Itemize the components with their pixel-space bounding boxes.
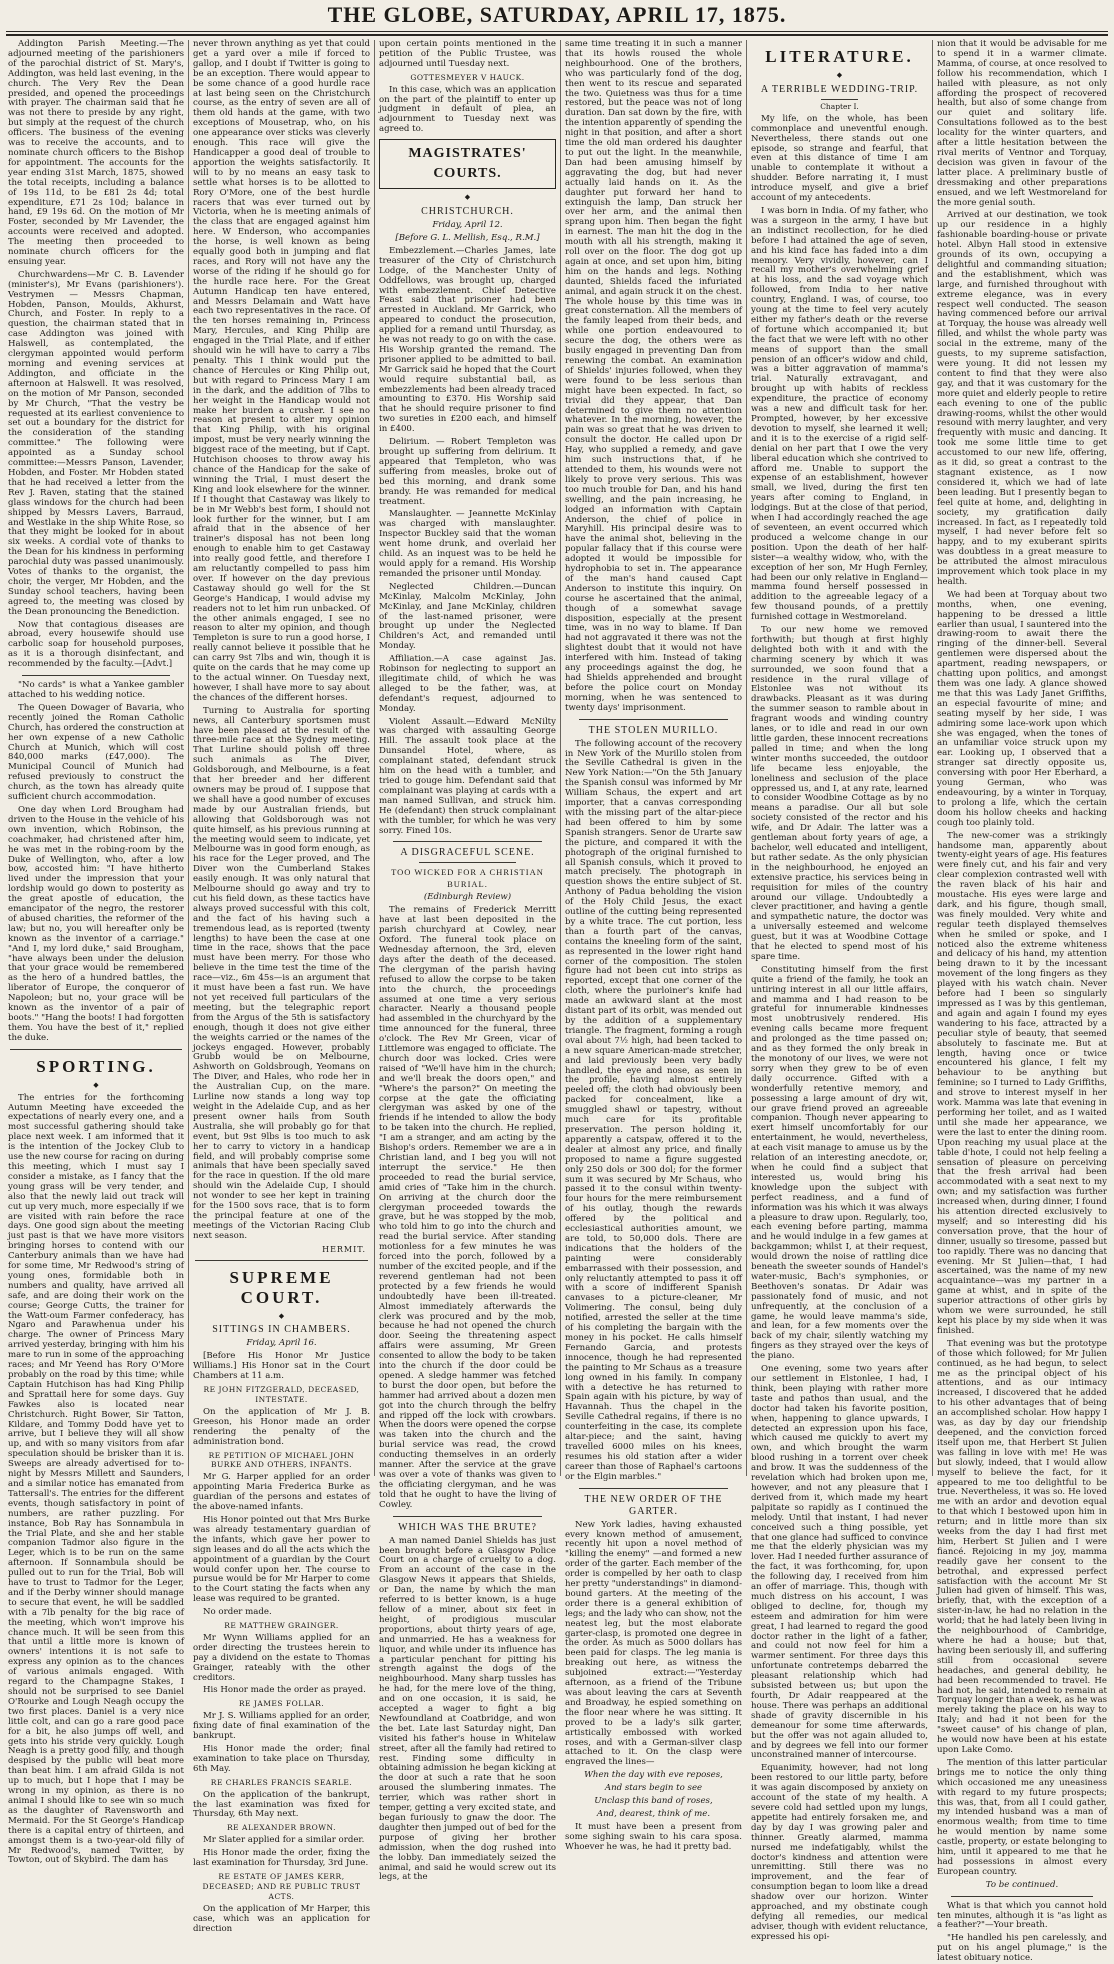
brougham-anecdote: One day when Lord Brougham had driven to the House in the vehicle of his own invention, which Robinson, the coachmaker, had christened after him, he was met in the robing-room by the Duke of Wellington, who, after a low bow, accosted him: "I have hitherto lived under the impression that your lordship would go down to posterity as the great apostle of education, the emancipator of the negro, the restorer of abused charities, the reformer of the law; but no, you will hereafter only be known as the inventor of a carriage." "And I, my lord duke," said Brougham, "have always been under the delusion that your grace would be remembered as the hero of a hundred battles, the liberator of Europe, the conqueror of Napoleon; but no, your grace will be known as the inventor of a pair of boots." "Hang the boots! I had forgotten them. You have the best of it," replied the duke. [8,804,184,1043]
masthead-rule [6,31,1108,32]
court-continued: upon certain points mentioned in the petition of the Public Trustee, was adjourned until Tuesday next. [379,39,556,69]
story-paragraph: Equanimity, however, had not long been restored to our little party, before it was again discomposed by anxiety on account of the state of my health. A severe cold had settled upon my lungs, appetite had entirely forsaken me, and day by day I was growing paler and thinner. Greatly alarmed, mamma nursed me indefatigably, whilst the doctor's kindness and attention were unremitting. Still there was no improvement, and the fear of consumption began to loom like a dread shadow over our horizon. Winter approached, and my obstinate cough defying all remedies, our medical adviser, though with evident reluctance, expressed his opi- [751,1763,928,1942]
disgraceful-scene-subheading: TOO WICKED FOR A CHRISTIAN BURIAL. [391,867,544,890]
murillo-article: The following account of the recovery in New York of the Murillo stolen from the Seville Cathedral is given in the New York Nation:—"On the 5th January the Spanish consul was informed by Mr William Schaus, the expert and art importer, that a canvas corresponding with the missing part of the altar-piece had been offered to him by some Spanish strangers. Senor de Urarte saw the picture, and compared it with the photograph of the original furnished to all Spanish consuls, which it proved to match precisely. The photograph in question shows the entire subject of St. Anthony of Padua beholding the vision of the Holy Child Jesus, the exact outline of the cutting being represented by a white trace. The cut portion, less than a fourth part of the canvas, contains the kneeling form of the saint, as represented in the lower right hand corner of the composition. The stolen figure had not been cut into strips as reported, except that one corner of the cloth, where the purloiner's knife had made an awkward slant at the most distant part of its orbit, was mended out by the addition of a supplementary triangle. The fragment, forming a rough oval about 7½ high, had been tacked to a new square American-made stretcher, and laid previously been very badly handled, the eye and nose, as seen in the profile, having almost entirely peeled off; the cloth had obviously been packed for concealment, like a smuggled shawl or tapestry, without much care for its profitable preservation. The person holding it, apparently a catspaw, offered it to the dealer at almost any price, and finally proposed to name a figure suggested only 250 dols or 300 dol; for the former sum it was secured by Mr Schaus, who passed it to the consul within twenty-four hours for the mere reimbursement of his outlay, though the rewards offered by the political and ecclesiastical authorities amount, we are told, to 50,000 dols. There are indications that the holders of the painting were considerably embarrassed with their possession, and only reluctantly attempted to pass it off with a score of indifferent Spanish canvases to a picture-cleaner, Mr Volimering. The consul, being duly notified, arrested the seller at the time of his completing the bargain with the money in his pocket. He calls himself Fernando Garcia, and protests innocence, though he had represented the painting to Mr Schaus as a treasure long owned in his family. In company with a detective he has returned to Spain again with his picture, by way of Havannah. Thus the chapel in the Seville Cathedral regains, if there is no counterfeiting in the case, its complete altar-piece; and the saint, having travelled 6000 miles on his knees, resumes his old station after a wider career than those of Raphael's cartoons or the Elgin marbles." [565,738,742,1482]
stolen-murillo-heading: THE STOLEN MURILLO. [588,724,719,736]
column-rule [932,40,933,1476]
case-heading: RE JAMES FOLLAR. [238,1699,325,1709]
poem-line: And, dearest, think of me. [596,1808,711,1819]
divider [951,1896,1093,1897]
ornament-icon: ◆ [93,1080,99,1089]
story-paragraph: We had been at Torquay about two months, when, one evening, happening to be dressed a little earlier than usual, I sauntered into the drawing-room to await there the ringing of the dinner-bell. Several gentlemen were dispersed about the apartment, reading newspapers, or chatting upon politics, and amongst them was one lady. A glance showed me that this was Lady Janet Griffiths, an especial favourite of mine; and seating myself by her side, I was admiring some lace-work upon which she was engaged, when the tones of an unfamiliar voice struck upon my ear. Looking up, I observed that a stranger sat directly opposite us, conversing with poor Her Eberhard, a young German, who was endeavouring, by a winter in Torquay, to prolong a life, which the certain doom his hollow cheeks and hacking cough too plainly told. [937,589,1107,828]
court-paragraph: On the application of the bankrupt, the last examination was fixed for Thursday, 6th May next. [193,1789,370,1820]
court-paragraph: Mr J. S. Williams applied for an order, fixing date of final examination of the bankrupt. [193,1711,370,1742]
yankee-gambler-item: "No cards" is what a Yankee gambler attached to his wedding notice. [8,680,184,700]
divider [821,99,858,100]
court-paragraph: On the application of Mr J. B. Greeson, his Honor made an order rendering the penalty of the administration bond. [193,1406,370,1447]
story-paragraph: Arrived at our destination, we took up our residence in a highly fashionable boarding-house or private hotel. Albyn Hall stood in extensive grounds of its own, occupying a delightful and commanding situation; and the establishment, which was large, and furnished throughout with extreme elegance, was in every respect well conducted. The season having commenced before our arrival at Torquay, the house was already well filled, and whilst the whole party was social in the extreme, many of the guests, to my supreme satisfaction, were young. It did not lessen my content to find that they were also gay, and that it was customary for the more quiet and elderly people to retire each evening to one of the public drawing-rooms, whilst the other would resound with merry laughter, and very frequently with music and dancing. It took me some little time to get accustomed to our new life, offering, as it did, so great a contrast to the stagnant existence, as I now considered it, which we had of late been leading. But I presently began to feel quite at home, and, delighting in society, my gratification daily increased. In fact, as I repeatedly told myself, I had never before felt so happy, and to my exuberant spirits was doubtless in a great measure to be attributed the almost miraculous improvement which took place in my health. [937,210,1107,587]
ornament-icon: ◆ [836,71,843,79]
divider [579,1488,728,1489]
magistrates-heading: MAGISTRATES' COURTS. [408,146,527,182]
masthead-rule-thick [6,34,1108,36]
story-paragraph: The mention of this latter particular brings me to notice the only thing which occasioned me any uneasiness with regard to my future prospects; this was, that, from all I could gather, my intended husband was a man of enormous wealth; from time to time he would mention by name some castle, property, or estate belonging to him, until it appeared to me that he had possessions in almost every European country. [937,1757,1107,1877]
source-credit: (Edinburgh Review) [423,892,512,903]
supreme-court-heading: SUPREME COURT. [229,1267,334,1307]
neglected-children-case: Neglected Children.—Duncan McKinlay, Malcolm McKinlay, John McKinlay, and Jane McKinlay, children of the last-named prisoner, were brought up under the Neglected Children's Act, and remanded until Monday. [379,581,556,652]
magistrates-heading-box [379,139,556,189]
story-title: A TERRIBLE WEDDING-TRIP. [760,83,919,95]
riddle-item: What is that which you cannot hold ten minutes, although it is "as light as a feather?"—Your breath. [937,1900,1107,1931]
brute-article-continued: same time treating it in such a manner that its howls roused the whole neighbourhood. One of the brothers, who was particularly fond of the dog, then went to its rescue and separated the two. Quietness was thus for a time restored, but the peace was not of long duration. Dan sat down by the fire, with the intention apparently of spending the night in that position, and after a short time the old man ordered his daughter to put out the light. In the meanwhile, Dan had been amusing himself by aggravating the dog, but had never actually laid hands on it. As the daughter put forward her hand to extinguish the lamp, Dan struck her over her arm, and the animal then sprang upon him. Then began the fight in earnest. The man hit the dog in the mouth with all his strength, making it roll over on the floor. The dog got up again at once, and set upon him, biting him on the hands and legs. Nothing daunted, Shields faced the infuriated animal, and again struck it on the chest. The whole house by this time was in great consternation. All the members of the family leaped from their beds, and while one portion endeavoured to secure the dog, the others were as busily engaged in preventing Dan from renewing the combat. An examination of Shields' injuries followed, when they were found to be less serious than might have been expected. In fact, so trivial did they appear, that Dan determined to give them no attention whatever. In the morning, however, the pain was so great that he was driven to consult the doctor. He called upon Dr Hay, who supplied a remedy, and gave him such instructions that, if he attended to them, his wounds were not likely to prove very serious. This was too much trouble for Dan, and his hand swelling, and the pain increasing, he lodged an information with Captain Anderson, the chief of police in Maryhill. His principal desire was to have the animal shot, believing in the popular fallacy that if this course were adopted it would be impossible for hydrophobia to set in. The appearance of the man's hand caused Capt Anderson to institute this inquiry. On course he ascertained that the animal, though of a somewhat savage disposition, especially at the present time, was in no way to blame. If Dan had not aggravated it there was not the slightest doubt that it would not have interfered with him. Instead of taking any proceedings against the dog, he had Shields apprehended and brought before the police court on Monday morning, when he was sentenced to twenty days' imprisonment. [565,39,742,713]
court-paragraph: [Before His Honor Mr Justice Williams.] His Honor sat in the Court Chambers at 11 a.m. [193,1351,370,1382]
column-rule [374,40,375,1476]
column-1 [8,39,184,1866]
obituary-quip: "He handled his pen carelessly, and put on his angel plumage," is the latest obituary notice. [937,1933,1107,1964]
divider [393,841,542,842]
column-3 [379,39,556,1883]
story-paragraph: My life, on the whole, has been commonplace and uneventful enough. Nevertheless, there stands out one episode, so strange and fearful, that even at this distance of time I am unable to contemplate it without a shudder. Before narrating it, I must introduce myself, and give a brief account of my antecedents. [751,113,928,204]
story-paragraph: The new-comer was a strikingly handsome man, apparently about twenty-eight years of age. His features were finely cut, and his fair and very clear complexion contrasted well with the raven black of his hair and moustache. His eyes were large and dark, and his figure, though small, was finely moulded. Very white and regular teeth displayed themselves when he smiled or spoke, and I noticed also the extreme whiteness and delicacy of his hand, my attention being drawn to it by the incessant movement of the long fingers as they played with his watch chain. Never before had I been so singularly impressed as I was by this gentleman, and again and again I found my eyes wandering to his face, attracted by a peculiar style of beauty, that seemed absolutely to fascinate me. But at length, having once or twice encountered his glance, I felt my behaviour to be anything but feminine; so I turned to Lady Griffiths, and strove to interest myself in her work. Mamma was late that evening in performing her toilet, and as I waited until she made her appearance, we were the last to enter the dining room. Upon reaching my usual place at the table d'hote, I could not help feeling a sensation of pleasure on perceiving that the fresh arrival had been accommodated with a seat next to my own; and my satisfaction was further increased when, during dinner, I found his attention directed exclusively to myself; and so interesting did his conversation prove, that the hour of dinner, usually so tiresome, passed but too rapidly. There was no dancing that evening. Mr St Julien—that, I had ascertained, was the name of my new acquaintance—was my partner in a game at whist, and in spite of the superior attractions of other girls by whom we were surrounded, he still kept his place by my side when it was finished. [937,830,1107,1336]
bench-note: [Before G. L. Mellish, Esq., R.M.] [395,232,540,243]
story-paragraph: One evening, some two years after our settlement in Elstonlee, I had, I think, been playing with rather more taste and pathos than usual, and the doctor had taken his favorite position, when, happening to glance upwards, I detected an expression upon his face, which caused me quickly to avert my own, and which brought the warm blood rushing in a torrent over cheek and brow. It was the suddenness of the revelation which had broken upon me, however, and not any pleasure that I derived from it, which made my heart palpitate so rapidly as I continued the melody. Until that instant, I had never conceived such a thing possible, yet that one glance had sufficed to convince me that the elderly physician was my lover. Had I needed further assurance of the fact, it was forthcoming, for, upon the following day, I received from him an offer of marriage. This, though with much distress on his account, I was obliged to decline, for, though my esteem and admiration for him were great, I had learned to regard the good doctor rather in the light of a father, and could not now feel for him a warmer sentiment. For three days this unfortunate contretemps debarred the pleasant relationship which had subsisted between us; but upon the fourth, Dr Adair reappeared at the house. There was perhaps an additional shade of gravity discernible in his demeanour for some time afterwards, but the offer was not again alluded to, and by degrees we fell into our former unconstrained manner of intercourse. [751,1364,928,1761]
story-paragraph: nion that it would be advisable for me to spend it in a warmer climate. Mamma, of course, at once resolved to follow his recommendation, which I hailed with pleasure, as not only affording the prospect of recovered health, but also of some change from our quiet and solitary life. Consultations followed as to the best locality for the winter quarters, and after a little hesitation between the rival merits of Ventnor and Torquay, decision was given in favour of the latter place. A preliminary bustle of dressmaking and other preparations ensued, and we left Westmoreland for the more genial south. [937,39,1107,208]
story-paragraph: That evening was but the prototype of those which followed; for Mr Julien continued, as he had begun, to select me as the principal object of his attentions, and as our intimacy increased, I discovered that he added to his other advantages that of being an accomplished scholar. How happy I was, as day by day our friendship deepened, and the conviction forced itself upon me, that Herbert St Julien was falling in love with me! He was but slowly, indeed, that I would allow myself to believe the fact, for it appeared to me too delightful to be true. Nevertheless, it was so. He loved me with an ardor and devotion equal to that which I bestowed upon him in return; and in little more than six weeks from the day I had first met him, Herbert St Julien and I were fiancé. Rejoicing in my joy, mamma readily gave her consent to the betrothal, and expressed perfect satisfaction with the account Mr St Julien had given of himself. This was, briefly, that, with the exception of a sister-in-law, he had no relation in the world; that he had lately been living in the neighbourhood of Cambridge, where he had a house; but that, having been seriously ill, and suffering still from occasional severe headaches, and general debility, he had been recommended to travel. He had not, he said, intended to remain at Torquay longer than a week, as he was merely taking the place on his way to Italy; and had it not been for the "sweet cause" of his change of plan, he would now have been at his estate upon Lake Como. [937,1338,1107,1755]
affiliation-case: Affiliation.—A case against Jas. Robinson for neglecting to support an illegitimate child, of which he was alleged to be the father, was, at defendant's request, adjourned to Monday. [379,654,556,714]
column-rule [746,40,747,1476]
divider [22,675,170,676]
court-paragraph: In this case, which was an application on the part of the plaintiff to enter up judgment in default of plea, an adjournment to Tuesday next was agreed to. [379,84,556,135]
poem-line: Unclasp this band of roses, [594,1796,713,1807]
author-signature: HERMIT. [322,1244,366,1254]
addington-officers-paragraph: Churchwardens—Mr C. B. Lavender (minister's), Mr Evans (parishioners'). Vestrymen — Messrs Chapman, Hobden, Panson, Moulds, Akhurst, Church, and Foster. In reply to a question, the chairman stated that in case Addington was joined with Halswell, as contemplated, the clergyman appointed would perform morning and evening services at Addington, and officiate in the afternoon at Halswell. It was resolved, on the motion of Mr Panson, seconded by Mr Church, "That the vestry be requested at its earliest convenience to set out a boundary for the district for the consideration of the standing committee." The following were appointed as a Sunday school committee:—Messrs Panson, Lavender, Hobden, and Foster. Mr Hobden stated that he had received a letter from the Rev J. Raven, stating that the stained glass windows for the church had been shipped by Messrs Lavers, Barraud, and Westlake in the ship White Rose, so that they might be looked for in about six weeks. A cordial vote of thanks to the Dean for his kindness in performing parochial duty was passed unanimously. Votes of thanks to the organist, the choir, the verger, Mr Hobden, and the Sunday school teachers, having been agreed to, the meeting was closed by the Dean pronouncing the Benediction. [8,269,184,617]
brute-heading: WHICH WAS THE BRUTE? [398,1521,537,1533]
court-paragraph: Mr Wynn Williams applied for an order directing the trustees herein to pay a dividend on the estate to Thomas Grainger, rateably with the other creditors. [193,1632,370,1683]
story-paragraph: Constituting himself from the first quite a friend of the family, he took an untiring interest in all our little affairs, and mamma and I had reason to be grateful for innumerable kindnesses most unobtrusively rendered. His evening calls became more frequent and prolonged as the time passed on; and as they formed the only break in the monotony of our lives, we were not sorry when they grew to be of even daily occurrence. Gifted with a wonderfully retentive memory, and possessing a large amount of dry wit, our grave friend proved an agreeable companion. Though never appearing to exert himself uncomfortably for our entertainment, he would, nevertheless, at each visit manage to amuse us by the relation of an interesting anecdote, or, when he could find a subject that interested us, would bring his knowledge upon the subject with perfect readiness, and a fund of information was his which it was always a pleasure to draw upon. Regularly, too, each evening before parting, mamma and he would indulge in a few games at backgammon; whilst I, at their request, would drown the noise of rattling dice beneath the sweeter sounds of Handel's water-music, Bach's symphonies, or Beethoven's sonatas. Dr Adair was passionately fond of music, and not unfrequently, at the conclusion of a game, he would leave mamma's side, and lean, for a few moments over the back of my chair, silently watching my fingers as they strayed over the keys of the piano. [751,964,928,1362]
court-paragraph: His Honor made the order as prayed. [203,1685,366,1696]
to-be-continued: To be continued. [985,1879,1059,1890]
divider [393,1516,542,1517]
column-rule [560,40,561,1476]
burial-article: The remains of Frederick Merritt have at last been deposited in the parish churchyard at Cowley, near Oxford. The funeral took place on Wednesday afternoon, the 3rd, eleven days after the death of the deceased. The clergyman of the parish having refused to allow the corpse to be taken into the church, the proceedings assumed at one time a very serious character. Nearly a thousand people had assembled in the churchyard by the time announced for the funeral, three o'clock. The Rev Mr Green, vicar of Littlemore was engaged to officiate. The church door was locked. Cries were raised of "We'll have him in the church; and we'll break the doors open," and "Where's the parson?" On meeting the corpse at the gate the officiating clergyman was asked by one of the friends if he intended to allow the body to be taken into the church. He replied, "I am a stranger, and am acting by the Bishop's orders. Remember we are a in Christian land, and I beg you will not interrupt the service." He then proceeded to read the burial service, amid cries of "Take him in the church. On arriving at the church door the clergyman proceeded towards the grave, but he was stopped by the mob, who told him to go into the church and read the burial service. After standing motionless for a few minutes he was forced into the porch, followed by a number of the excited people, and if the reverend gentleman had not been protected by a few friends he would undoubtedly have been ill-treated. Almost immediately afterwards the clerk was procured and by the mob, because he had not opened the church door. Seeing the threatening aspect affairs were assuming, Mr Green consented to allow the body to be taken into the church if the door could be opened. A sledge hammer was fetched to burst the door open, but before the hammer had arrived about a dozen men got into the church through the belfry and ripped off the lock with crowbars. When the doors were opened the corpse was taken into the church and the burial service was read, the crowd conducting themselves in an orderly manner. After the service at the grave was over a vote of thanks was given to the officiating clergyman, and he was told that he ought to have the living of Cowley. [379,905,556,1510]
garter-heading: THE NEW ORDER OF THE GARTER. [584,1493,723,1517]
addington-meeting-article: Addington Parish Meeting.—The adjourned meeting of the parishioners of the parochial district of St. Mary's, Addington, was held last evening, in the church. The Very Rev the Dean presided, and opened the proceedings with prayer. The chairman said that he was not there to preside by any right, but simply at the request of the church officers. The business of the evening was to receive the accounts, and to nominate church officers to the Bishop for appointment. The accounts for the year ending 31st March, 1875, showed the total receipts, including a balance of 19s 11d, to be £81 2s 4d; total expenditure, £71 2s 10d; balance in hand, £9 19s 6d. On the motion of Mr Foster, seconded by Mr Lavender, the accounts were received and adopted. The meeting then proceeded to nominate church officers for the ensuing year. [8,39,184,267]
case-heading: RE ALEXANDER BROWN. [227,1823,336,1833]
christchurch-subheading: CHRISTCHURCH. [421,206,514,218]
court-paragraph: Mr G. Harper applied for an order appointing Maria Frederica Burke as guardian of the persons and estates of the above-named infants. [193,1472,370,1513]
column-6 [937,39,1107,1964]
story-paragraph: To our new home we removed forthwith; but though at first highly delighted both with it and with the charming scenery by which it was surrounded, we soon found that a residence in the rural village of Elstonlee was not without its drawbacks. Pleasant as it was during the summer season to ramble about in fragrant woods and winding country lanes, or to idle and read in our own little garden, these innocent recreations palled in time; and when the long winter months succeeded, the outdoor life became less enjoyable, the loneliness and seclusion of the place oppressed us, and I, at any rate, learned to consider Woodbine Cottage as by no means a paradise. Our all but sole society consisted of the rector and his wife, and Dr Adair. The latter was a gentleman about forty years of age, a bachelor, well educated and intelligent, but rather sedate. As the only physician in the neighbourhood, he enjoyed an extensive practice, his services being in requisition for miles of the country around our village. Undoubtedly a clever practitioner, and having a gentle and sympathetic nature, the doctor was a universally esteemed and welcome guest, but it was at Woodbine Cottage that he elected to spend most of his spare time. [751,625,928,962]
garter-article: New York ladies, having exhausted every known method of amusement, recently hit upon a novel method of "killing the enemy" —and formed a new order of the garter. Each member of the order is compelled by her oath to clasp her pretty "understandings" in diamond-bound garters. At the meeting of the order there is a general exhibition of legs; and the lady who can show, not the neatest leg, but the most elaborate garter-clasp, is promoted one degree in the order. As much as 5000 dollars has been paid for clasps. The leg mania is breaking out here, as witness the subjoined extract:—"Yesterday afternoon, as a friend of the Tribune was about leaving the cars at Seventh and Broadway, he espied something on the floor near where he was sitting. It proved to be a lady's silk garter, artistically embossed with worked roses, and with a German-silver clasp attached to it. On the clasp were engraved the lines— [565,1519,742,1768]
court-paragraph: Mr Slater applied for a similar order. [203,1835,365,1846]
court-paragraph: No order made. [203,1607,272,1618]
manslaughter-case: Manslaughter. — Jeannette McKinlay was charged with manslaughter. Inspector Buckley said that the woman went home drunk, and overlaid her child. As an inquest was to be held he would apply for a remand. His Worship remanded the prisoner until Monday. [379,509,556,579]
case-heading: RE PETITION OF MICHAEL JOHN BURKE AND OTHERS, INFANTS. [208,1450,355,1470]
column-5 [751,40,928,1942]
dateline: Friday, April 12. [432,220,503,231]
case-heading: GOTTESMEYER V HAUCK. [410,72,525,82]
australia-sporting-paragraph: Turning to Australia for sporting news, all Canterbury sportsmen must have been pleased at the result of the three-mile race at the Sydney meeting. That Lurline should polish off three such animals as The Diver, Goldsborough, and Melbourne, is a feat that her breeder and her different owners may be proud of. I suppose that we shall have a good number of excuses made by our Australian friends, but allowing that Goldsborough was not quite himself, as his previous running at the meeting would seem to indicate, yet Melbourne was in good form enough, as his race for the Leger proved, and The Diver won the Cumberland Stakes easily enough. It was only natural that Melbourne should go away and try to cut his field down, as these tactics have always proved successful with this colt, and the fact of his having such a tremendous lead, as is reported (twenty lengths) to have been the case at one time in the race, shows that the pace must have been merry. For those who believe in the time test the time of the race—viz., 6m 45s—is an argument that it must have been a fast run. We have not yet received full particulars of the meeting, but the telegraphic report from the Argus of the 5th is satisfactory enough, though it does not give either the weights carried or the names of the jockeys engaged. However, probably Grubb would be on Melbourne, Ashworth on Goldsbrough, Yeomans on The Diver, and Hales, who rode her in the Australian Cup, on the mare. Lurline now stands a long way top weight in the Adelaide Cup, and as her present owner hails from South Australia, she will probably go for that event, but 9st 9lbs is too much to ask her to carry to victory in a handicap field, and will probably comprise some animals that have been specially saved for the race in question. If the old mare should win the Adelaide Cup, I should not wonder to see her kept in training for the 1500 sovs race, that is to form the principal feature at one of the meetings of the Victorian Racing Club next season. [193,705,370,1241]
sporting-article: The entries for the forthcoming Autumn Meeting have exceeded the expectations of nearly every one, and a most successful gathering should take place next week. I am informed that it is the intention of the Jockey Club to use the new course for racing on during this meeting, which I must say I consider a mistake, as I fancy that the young grass will be very tender, and also that the newly laid out track will cut up very much, more especially if we are visited with rain before the race days. One good sign about the meeting just past is that we have more visitors bringing horses to contend with our Canterbury animals than we have had for some time, Mr Redwood's string of young ones, formidable both in numbers and quality, have arrived all safe, and are doing their work on the course; George Cutts, the trainer for the Watt-oum Farmer confederacy, has Ngaro and Parawhenua under his charge. The owner of Princess Mary arrived yesterday, bringing with him his mare to run in some of the approaching races; and Mr Yeend has Rory O'More probably on the road by this time; while Captain Hutchison has had King Philip and Sprattail here for some days. Guy Fawkes also is located near Christchurch. Right Bower, Sir Tatton, Kildare, and Tommy Dodd have yet to arrive, but I believe they will all show up, and with so many visitors from afar speculation should be brisker than it is. Sweeps are already advertised for to-night by Messrs Millett and Saunders, and a similar notice has emanated from Tattersall's. The entries for the different events, though satisfactory in point of numbers, are rather puzzling. For instance, Bob Ray has Sonnambula in the Trial Plate, and she and her stable companion Tadmor also figure in the Leger, which is to be run on the same afternoon. If Sonnambula should be pulled out to run for the Trial, Bob will have to trust to Tadmor for the Leger, and if the Derby winner should manage to secure that event, he will be saddled with a 7lb penalty for the big race of the meeting, which won't improve his chance much. It will be seen from this that until a little more is known of owners' intentions it is not safe to express any opinion as to the chances of various animals engaged. With regard to the Champagne Stakes, I should not be surprised to see Daniel O'Rourke and Lough Neagh occupy the two first places. Daniel is a very nice little colt, and can go a rare good pace for a bit, he also jumps off well, and gets into his stride very quickly. Lough Neagh is a pretty good filly, and though despised by the public will beat more than beat him. I am afraid Gilda is not up to much, but I hope that I may be wrong in my opinion, as there is no animal I should like to see win so much as the daughter of Ravensworth and Mermaid. For the St George's Handicap there is a capital entry of thirteen, and amongst them is a two-year-old filly of Mr Redwood's, named Twitter, by Towton, out of Skybird. The dam has [8,1092,184,1866]
dateline: Friday, April 16. [246,1338,317,1349]
story-paragraph: I was born in India. Of my father, who was a surgeon in the army, I have but an indistinct recollection, for he died before I had attained the age of seven, and his kind face has faded into a dim memory. Very vividly, however, can I recall my mother's overwhelming grief at his loss, and the sad voyage which followed, from India to her native country, England. I was, of course, too young at the time to feel very acutely either my father's death or the reverse of fortune which accompanied it; but the fact that we were left with no other means of support than the small pension of an officer's widow and child, was a bitter aggravation of mamma's trial. Naturally extravagant, and brought up with habits of reckless expenditure, the practice of economy was a new and difficult task for her. Prompted, however, by her excessive devotion to myself, she learned it well; and it is to the exercise of a rigid self-denial on her part that I owe the very liberal education which she contrived to afford me. Unable to support the expense of an establishment, however small, we lived, during the first ten years after coming to England, in lodgings. But at the close of that period, when I had accordingly reached the age of seventeen, an event occurred which produced a welcome change in our position. Upon the death of her half-sister—a wealthy widow, who, with the exception of her son, Mr Hugh Fernley, had been our only relative in England—mamma found herself possessed in addition to the agreeable legacy of a few thousand pounds, of a prettily furnished cottage in Westmoreland. [751,205,928,623]
divider [195,1260,368,1261]
sporting-heading: SPORTING. [36,1056,156,1076]
sporting-continued: never thrown anything as yet that could get a yard over a mile if forced to gallop, and I doubt if Twitter is going to be an exception. There would appear to be some chance of a good hurdle race at last being seen on the Christchurch course, as the entry of seven are all of them old hands at the game, with two exceptions of Mousetrap, who, on his one appearance over sticks was cleverly enough. This race will give the Handicapper a good deal of trouble to apportion the weights satisfactorily. It will to by no means an easy task to settle what horses is to be allotted to Rory O'More, one of the best hurdle racers that was ever turned out by Victoria, when he is meeting animals of the class that are engaged against him here. W Enderson, who accompanies the horse, is well known as being equally good both in jumping and flat races, and Rory will not have any the worse of the riding if he should go for the hurdle race here. For the Great Autumn Handicap ten have entered, and Messrs Delamain and Watt have each two representatives in the race. Of the ten horses remaining in, Princess Mary, Hercules, and King Philip are engaged in the Trial Plate, and if either should win he will have to carry a 7lbs penalty. This I think would put the chance of Hercules or King Philip out, but with regard to Princess Mary I am in the dark, and the addition of 7lbs to her weight in the Handicap would not make her burden a crusher. I see no reason at present to alter my opinion that King Philip, with his original impost, must be very nearly winning the biggest race of the meeting, but if Capt. Hutchison chooses to throw away his chance of the Handicap for the sake of winning the Trial, I must desert the King and look elsewhere for the winner. If I thought that Castaway was likely to be in Mr Webb's best form, I should not look further for the winner, but I am afraid that in the absence of her trainer's disposal has not been long enough to enable him to get Castaway into really good fettle, and therefore I am reluctantly compelled to pass him over. If however on the day previous Castaway should go well for the St George's Handicap, I would advise my readers not to let him run unbacked. Of the other animals engaged, I see no reason to alter my opinion, and though Templeton is sure to run a good horse, I really cannot believe it possible that he can carry 9st 7lbs and win, though it is quite on the cards that he may come up to the actual winner. On Tuesday next, however, I shall have more to say about the chances of the different horses. [193,39,370,703]
court-paragraph: His Honor made the order, fixing the last examination for Thursday, 3rd June. [193,1848,370,1869]
brute-article: A man named Daniel Shields has just been brought before a Glasgow Police Court on a charge of cruelty to a dog. From an account of the case in the Glasgow News it appears that Shields, or Dan, the name by which the man referred to is better known, is a huge fellow of a miner, about six feet in height, of prodigious muscular proportions, about thirty years of age, and unmarried. He has a weakness for liquor, and while under its influence has a particular penchant for pitting his strength against the dogs of the neighbourhood. Many sharp tussles has he had, for the mere love of the thing, and on one occasion, it is said, he accepted a wager to fight a big Newfoundland at Coatbridge, and won the bet. Late last Saturday night, Dan visited his father's house in Whitelaw street, after all the family had retired to rest. Finding some difficulty in obtaining admission he began kicking at the door at such a rate that he soon aroused the slumbering inmates. The terrier, which was rather short in temper, getting a very excited state, and began furiously to gnaw the door. The daughter then jumped out of bed for the purpose of giving her brother admission, when the dog rushed into the lobby. Dan immediately seized the animal, and said he would screw out its legs, at the [379,1535,556,1883]
case-heading: RE MATTHEW GRAINGER. [224,1621,339,1631]
chapter-heading: Chapter I. [820,101,859,111]
ornament-icon: ◆ [464,193,471,202]
divider [10,1049,182,1050]
column-4 [565,39,742,1852]
case-heading: RE ESTATE OF JAMES KERR, DECEASED; AND RE PUBLIC TRUST ACTS. [202,1871,361,1901]
queen-dowager-item: The Queen Dowager of Bavaria, who recently joined the Roman Catholic Church, has ordered the construction at her own expense of a new Catholic Church at Munich, which will cost 840,000 marks (£47,000). The Municipal Council of Munich had refused previously to construct the church, as the town has already quite sufficient church accommodation. [8,702,184,803]
garter-article-end: It must have been a present from some sighing swain to his cara sposa. Whoever he was, he had it pretty bad. [565,1821,742,1852]
disgraceful-scene-heading: A DISGRACEFUL SCENE. [400,847,535,859]
delirium-case: Delirium. — Robert Templeton was brought up suffering from delirium. It appeared that Templeton, who was suffering from measles, broke out of bed this morning, and drank some brandy. He was remanded for medical treatment. [379,437,556,507]
poem-line: And stars begin to see [604,1783,703,1794]
court-paragraph: His Honor made the order; final examination to take place on Thursday, 6th May. [193,1744,370,1774]
masthead: THE GLOBE, SATURDAY, APRIL 17, 1875. [327,2,787,27]
carbolic-soap-advert: Now that contagious diseases are abroad, every housewife should use carbolic soap for household purposes, as it is a thorough disinfectant, and recommended by the faculty.—[Advt.] [8,619,184,670]
column-rule [188,40,189,1476]
poem-line: When the day with eve reposes, [584,1770,723,1781]
divider [579,719,728,720]
court-paragraph: His Honor pointed out that Mrs Burke was already testamentary guardian of the infants, which gave her power to sign leases and do all the acts which the appointment of a guardian by the Court would confer upon her. The course to pursue would be for Mr Harper to come to the Court stating the facts when any lease was required to be granted. [193,1514,370,1605]
embezzlement-case: Embezzlement.—Charles James, late treasurer of the City of Christchurch Lodge, of the Manchester Unity of Oddfellows, was brought up, charged with embezzlement. Chief Detective Feast said that prisoner had been arrested in Auckland. Mr Garrick, who appeared to conduct the prosecution, applied for a remand until Thursday, as he was not ready to go on with the case. His Worship granted the remand. The prisoner applied to be admitted to bail. Mr Garrick said he hoped that the Court would require substantial bail, as embezzlements had been already traced amounting to £370. His Worship said that he should require prisoner to find two sureties in £200 each, and himself in £400. [379,245,556,435]
sittings-subheading: SITTINGS IN CHAMBERS. [212,1324,351,1336]
case-heading: RE JOHN FITZGERALD, DECEASED, INTESTATE. [203,1385,360,1404]
column-2 [193,39,370,1934]
ornament-icon: ◆ [278,1311,285,1320]
violent-assault-case: Violent Assault.—Edward McNilty was charged with assaulting George Hill. The assault took place at the Dunsandel Hotel, where, as complainant stated, defendant struck him on the head with a tumbler, and tried to gouge him. Defendant said that complainant was playing at cards with a man named Sullivan, and struck him. He (defendant) then struck complainant with the tumbler, for which he was very sorry. Fined 10s. [379,716,556,836]
divider [419,862,516,863]
court-paragraph: On the application of Mr Harper, this case, which was an application for direction [193,1903,370,1934]
literature-heading: LITERATURE. [765,47,914,66]
case-heading: RE CHARLES FRANCIS SEARLE. [210,1777,353,1787]
